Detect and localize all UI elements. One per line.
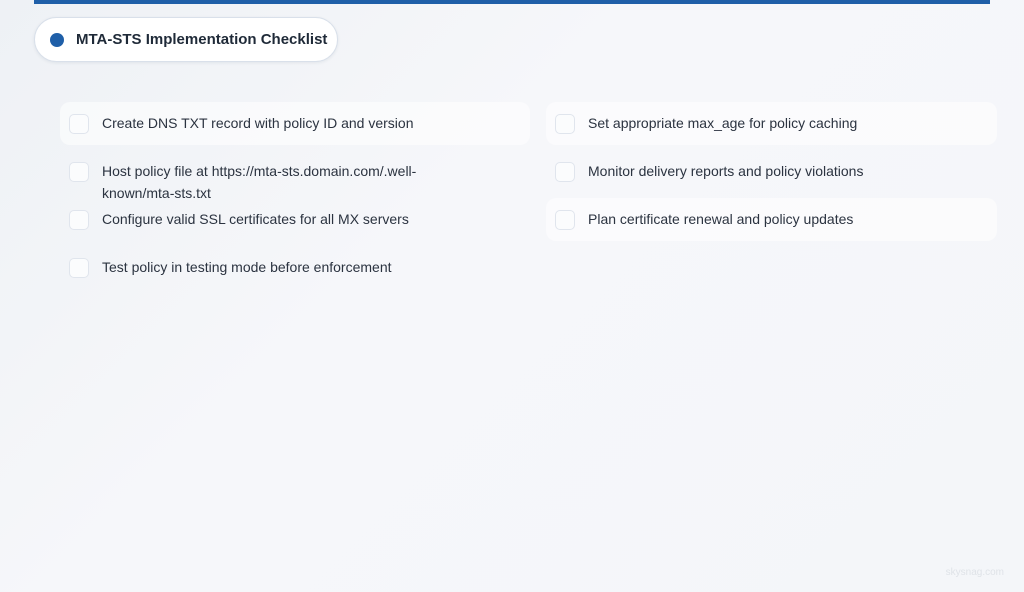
checkbox[interactable] <box>69 258 89 278</box>
checkbox[interactable] <box>555 162 575 182</box>
checklist-left-column <box>60 102 530 294</box>
checklist-item[interactable] <box>60 150 530 201</box>
checklist-item-label: Plan certificate renewal and policy updates <box>588 211 854 227</box>
checkbox[interactable] <box>555 114 575 134</box>
checklist-title-pill <box>34 17 338 62</box>
watermark: skysnag.com <box>945 567 1004 578</box>
checklist-item[interactable] <box>546 102 997 145</box>
checkbox[interactable] <box>555 210 575 230</box>
checklist-item[interactable] <box>546 150 997 198</box>
checklist-item-label: Create DNS TXT record with policy ID and version <box>102 115 414 131</box>
checklist-item-label: Host policy file at https://mta-sts.domain.com/.well-known/mta-sts.txt <box>102 163 417 201</box>
checkbox[interactable] <box>69 114 89 134</box>
checklist-right-column <box>546 102 997 246</box>
checklist-item-label: Monitor delivery reports and policy violations <box>588 163 864 179</box>
checklist-item[interactable] <box>60 102 530 145</box>
checklist-item-label: Test policy in testing mode before enforcement <box>102 259 392 275</box>
checklist-item[interactable] <box>546 198 997 241</box>
checklist-item-label: Configure valid SSL certificates for all MX servers <box>102 211 409 227</box>
checklist-item[interactable] <box>60 198 530 246</box>
bullet-dot-icon <box>50 33 64 47</box>
top-accent-bar <box>34 0 990 4</box>
checkbox[interactable] <box>69 162 89 182</box>
page-title: MTA-STS Implementation Checklist <box>76 31 328 48</box>
checklist-item-label: Set appropriate max_age for policy caching <box>588 115 858 131</box>
checklist-item[interactable] <box>60 246 530 294</box>
checkbox[interactable] <box>69 210 89 230</box>
